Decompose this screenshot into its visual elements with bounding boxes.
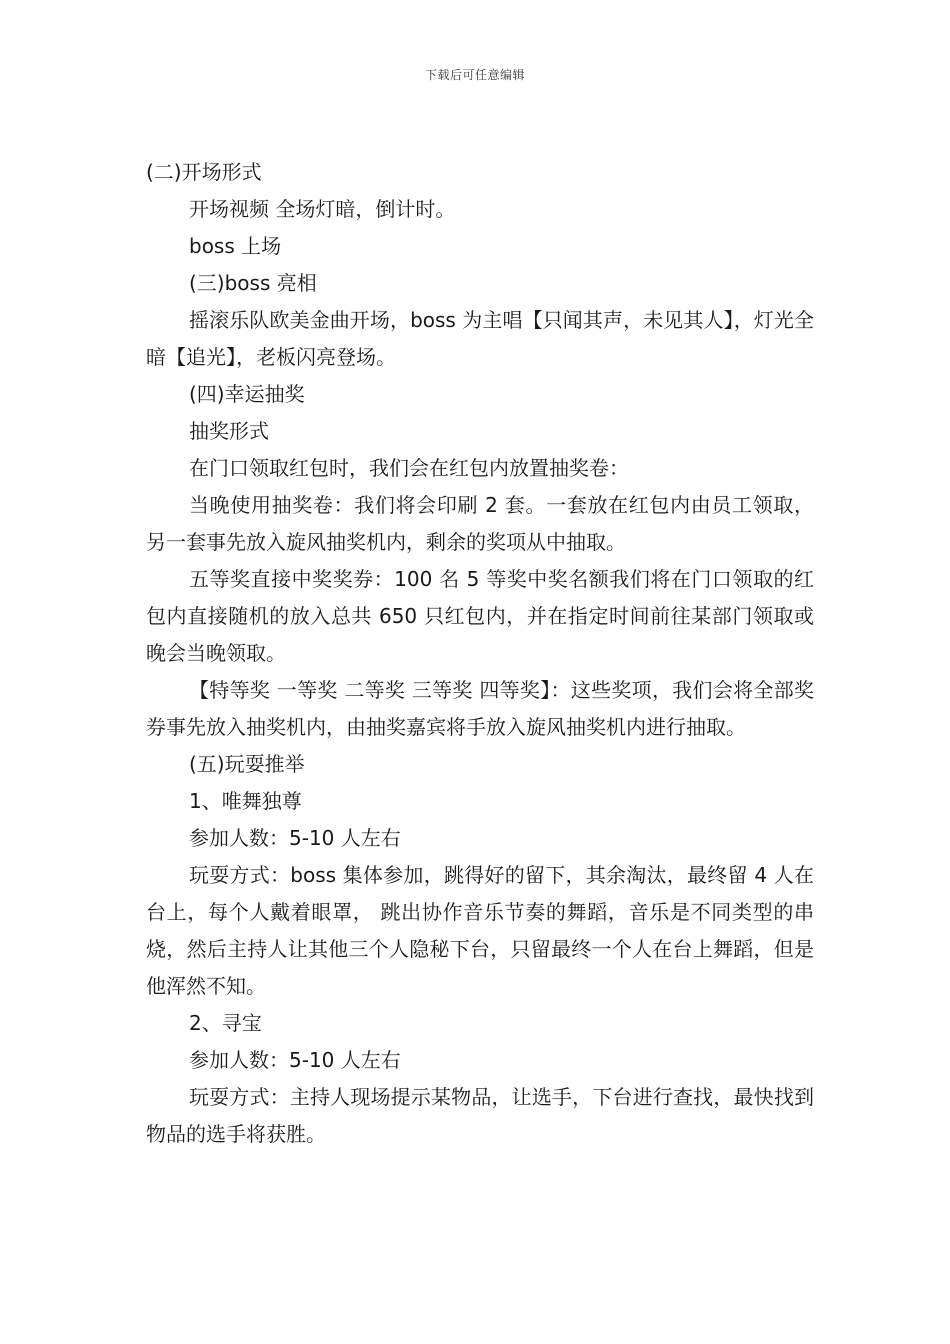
paragraph-game-1-players: 参加人数：5-10 人左右 (189, 826, 401, 850)
paragraph-red-envelope: 在门口领取红包时，我们会在红包内放置抽奖卷： (189, 456, 629, 480)
paragraph-draw-format: 抽奖形式 (189, 419, 269, 443)
paragraph-game-2-rules: 玩耍方式：主持人现场提示某物品，让选手，下台进行查找，最快找到物品的选手将获胜。 (146, 1085, 814, 1146)
paragraph-rock-band: 摇滚乐队欧美金曲开场，boss 为主唱【只闻其声，未见其人】，灯光全暗【追光】，老板闪亮登场。 (146, 308, 814, 369)
heading-game-2: 2、寻宝 (189, 1011, 262, 1035)
heading-boss-appearance: (三)boss 亮相 (189, 271, 317, 295)
paragraph-draw-tickets: 当晚使用抽奖卷：我们将会印刷 2 套。一套放在红包内由员工领取，另一套事先放入旋风抽奖机内，剩余的奖项从中抽取。 (146, 493, 814, 554)
document-body (146, 154, 814, 1153)
paragraph-opening-video: 开场视频 全场灯暗，倒计时。 (189, 197, 456, 221)
heading-games: (五)玩耍推举 (189, 752, 305, 776)
paragraph-top-prizes: 【特等奖 一等奖 二等奖 三等奖 四等奖】：这些奖项，我们会将全部奖券事先放入抽奖机内，由抽奖嘉宾将手放入旋风抽奖机内进行抽取。 (146, 678, 814, 739)
paragraph-fifth-prize: 五等奖直接中奖奖券：100 名 5 等奖中奖名额我们将在门口领取的红包内直接随机的放入总共 650 只红包内，并在指定时间前往某部门领取或晚会当晚领取。 (146, 567, 814, 665)
heading-opening-format: (二)开场形式 (146, 160, 262, 184)
paragraph-game-1-rules: 玩耍方式：boss 集体参加，跳得好的留下，其余淘汰，最终留 4 人在台上，每个人戴着眼罩， 跳出协作音乐节奏的舞蹈，音乐是不同类型的串烧，然后主持人让其他三个人隐秘下台，只留最终一个人在台上舞蹈，但是他浑然不知。 (146, 863, 814, 998)
heading-game-1: 1、唯舞独尊 (189, 789, 302, 813)
paragraph-game-2-players: 参加人数：5-10 人左右 (189, 1048, 401, 1072)
heading-lucky-draw: (四)幸运抽奖 (189, 382, 305, 406)
paragraph-boss-entrance: boss 上场 (189, 234, 282, 258)
page-header: 下载后可任意编辑 (424, 68, 525, 82)
